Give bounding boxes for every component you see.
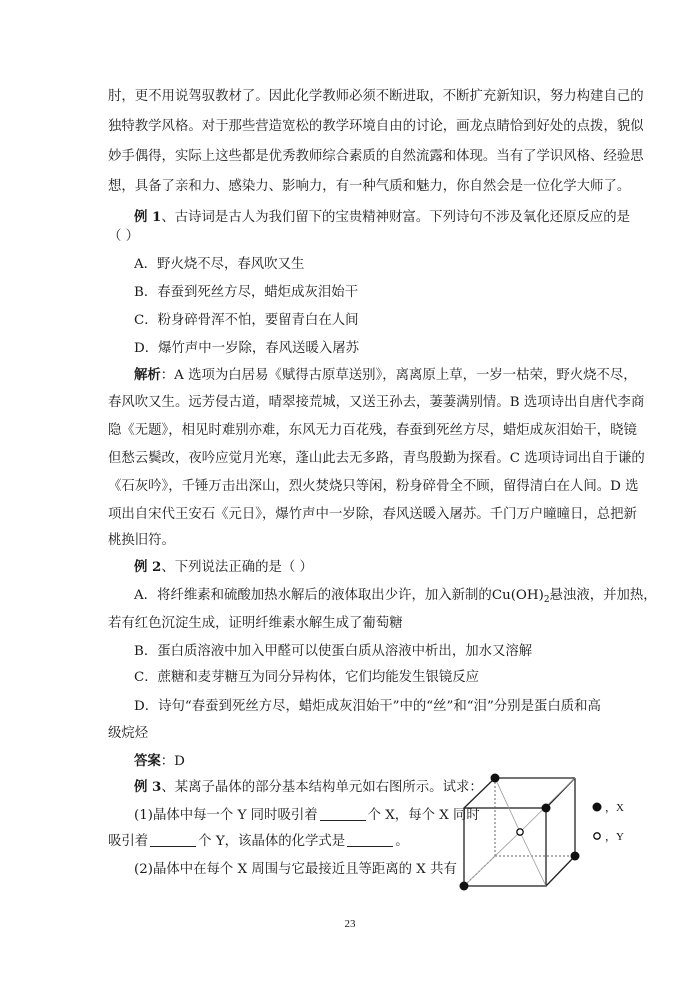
ex3-sub-1 xyxy=(134,806,480,826)
body-text-line: 独特教学风格。对于那些营造宽松的教学环境自由的讨论，画龙点睛恰到好处的点拨，貌似 xyxy=(108,119,644,134)
ex3-sub-1-text-2: 个 X，每个 X 同时 xyxy=(367,808,480,823)
y-atom xyxy=(517,829,523,835)
analysis-line: 春风吹又生。远芳侵古道，晴翠接荒城，又送王孙去，萋萋满别情。B 选项诗出自唐代李商 xyxy=(108,395,645,410)
x-atom xyxy=(542,804,551,813)
analysis-line xyxy=(134,365,637,386)
example-1-bracket: （ ） xyxy=(108,229,140,244)
ex2-option-c: C．蔗糖和麦芽糖互为同分异构体，它们均能发生银镜反应 xyxy=(134,670,480,685)
example-3-label: 例 3 xyxy=(134,779,162,795)
inner-line xyxy=(464,832,520,886)
cube-edge xyxy=(464,778,495,808)
legend-y-marker xyxy=(594,833,600,839)
option-c: C．粉身碎骨浑不怕，要留青白在人间 xyxy=(134,313,359,328)
example-2-label: 例 2 xyxy=(134,559,162,575)
x-atom xyxy=(491,774,500,783)
analysis-line: 隐《无题》，相见时难别亦难，东风无力百花残，春蚕到死丝方尽，蜡炬成灰泪始干，晓镜 xyxy=(108,423,637,438)
ex2-option-a-text: A．将纤维素和硫酸加热水解后的液体取出少许，加入新制的Cu(OH) xyxy=(134,588,544,603)
answer-label: 答案 xyxy=(134,753,161,769)
ex2-option-a-text-2: 悬浊液，并加热， xyxy=(549,588,657,603)
option-d: D．爆竹声中一岁除，春风送暖入屠苏 xyxy=(134,341,359,356)
analysis-line: 项出自宋代王安石《元日》，爆竹声中一岁除，春风送暖入屠苏。千门万户曈曈日，总把新 xyxy=(108,507,637,522)
option-a: A．野火烧不尽，春风吹又生 xyxy=(134,257,305,272)
legend-x-marker xyxy=(593,803,602,812)
example-1-label: 例 1 xyxy=(134,209,162,225)
body-text-line: 想，具备了亲和力、感染力、影响力，有一种气质和魅力，你自然会是一位化学大师了。 xyxy=(108,179,631,194)
inner-line xyxy=(520,832,546,886)
ex2-option-d-cont: 级烷烃 xyxy=(108,726,149,741)
x-atom xyxy=(571,852,580,861)
example-2-text: 、下列说法正确的是（ ） xyxy=(161,560,313,575)
analysis-label: 解析 xyxy=(134,367,161,383)
inner-line xyxy=(495,778,520,832)
legend-x-label: ，X xyxy=(605,802,624,814)
example-2-question xyxy=(134,557,313,578)
ex2-option-a-cont: 若有红色沉淀生成，证明纤维素水解生成了葡萄糖 xyxy=(108,616,403,631)
ex2-option-d: D．诗句“春蚕到死丝方尽，蜡炬成灰泪始干”中的“丝”和“泪”分别是蛋白质和高 xyxy=(134,699,601,714)
example-3-text: 、某离子晶体的部分基本结构单元如右图所示。试求： xyxy=(161,780,483,795)
example-1-text: 、古诗词是古人为我们留下的宝贵精神财富。下列诗句不涉及氧化还原反应的是 xyxy=(161,210,631,225)
ex3-sub-1-cont xyxy=(108,832,409,852)
answer-blank[interactable] xyxy=(320,806,366,821)
analysis-line: 但愁云鬓改，夜吟应觉月光寒，蓬山此去无多路，青鸟殷勤为探看。C 选项诗词出自于谦的 xyxy=(108,451,645,466)
page-number: 23 xyxy=(344,918,356,930)
option-b: B．春蚕到死丝方尽，蜡炬成灰泪始干 xyxy=(134,285,359,300)
answer-blank[interactable] xyxy=(347,832,393,847)
ex2-subscript: 2 xyxy=(543,595,550,605)
ex3-sub-2: (2)晶体中在每个 X 周围与它最接近且等距离的 X 共有 xyxy=(134,862,457,877)
analysis-line: 桃换旧符。 xyxy=(108,533,175,548)
ex3-sub-1-text-4: 个 Y，该晶体的化学式是 xyxy=(198,834,346,849)
ex3-sub-1-text: (1)晶体中每一个 Y 同时吸引着 xyxy=(134,808,318,823)
body-text-line: 妙手偶得，实际上这些都是优秀教师综合素质的自然流露和体现。当有了学识风格、经验思 xyxy=(108,149,644,164)
ex2-option-a xyxy=(134,586,657,610)
crystal-cell-figure xyxy=(450,770,640,900)
body-text-line: 肘，更不用说驾驭教材了。因此化学教师必须不断进取，不断扩充新知识，努力构建自己的 xyxy=(108,89,644,104)
cube-edge xyxy=(546,856,575,886)
answer-blank[interactable] xyxy=(150,832,196,847)
example-1-question xyxy=(134,207,630,228)
ex2-option-b: B．蛋白质溶液中加入甲醛可以使蛋白质从溶液中析出，加水又溶解 xyxy=(134,644,533,659)
ex3-sub-1-text-3: 吸引着 xyxy=(108,834,149,849)
answer-line xyxy=(134,751,185,772)
x-atom xyxy=(460,882,469,891)
legend-y-label: ，Y xyxy=(605,831,624,843)
analysis-line: 《石灰吟》，千锤万击出深山，烈火焚烧只等闲，粉身碎骨全不顾，留得清白在人间。D 选 xyxy=(108,479,639,494)
answer-text: ：D xyxy=(160,754,185,769)
ex3-sub-1-text-5: 。 xyxy=(395,834,409,849)
analysis-text: ：A 选项为白居易《赋得古原草送别》，离离原上草，一岁一枯荣，野火烧不尽， xyxy=(160,368,637,383)
example-3-question xyxy=(134,777,483,798)
